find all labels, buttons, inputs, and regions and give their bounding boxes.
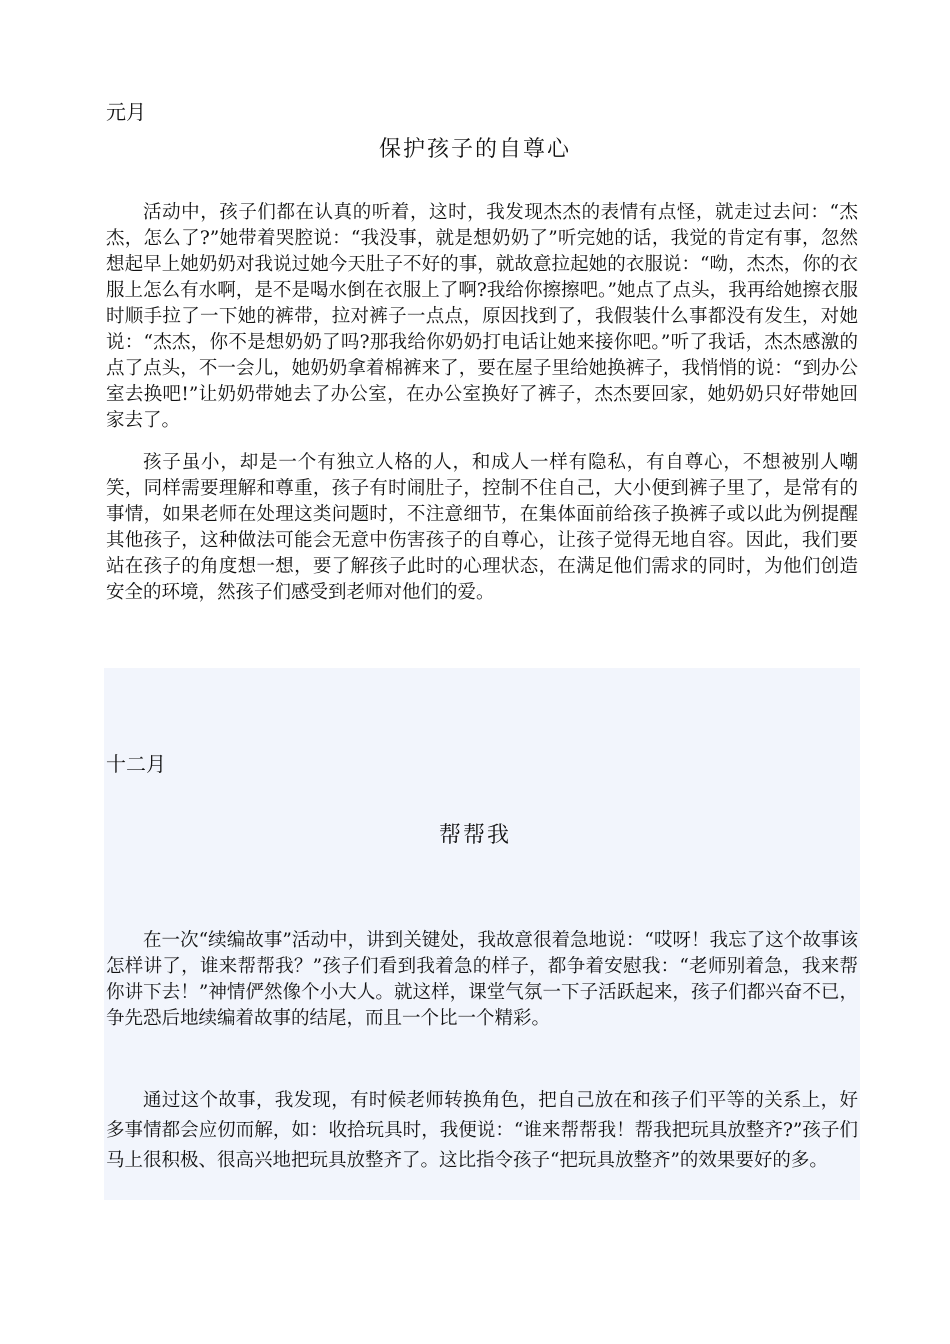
month-heading: 元月 [106,100,146,124]
body-paragraph: 活动中，孩子们都在认真的听着，这时，我发现杰杰的表情有点怪，就走过去问：“杰杰，怎么了?”她带着哭腔说：“我没事，就是想奶奶了”听完她的话，我觉的肯定有事，忽然想起早上她奶奶对我说过她今天肚子不好的事，就故意拉起她的衣服说：“呦，杰杰，你的衣服上怎么有水啊，是不是喝水倒在衣服上了啊?我给你擦擦吧。”她点了点头，我再给她擦衣服时顺手拉了一下她的裤带，拉对裤子一点点，原因找到了，我假装什么事都没有发生，对她说：“杰杰，你不是想奶奶了吗?那我给你奶奶打电话让她来接你吧。”听了我话，杰杰感激的点了点头，不一会儿，她奶奶拿着棉裤来了，要在屋子里给她换裤子，我悄悄的说：“到办公室去换吧!”让奶奶带她去了办公室，在办公室换好了裤子，杰杰要回家，她奶奶只好带她回家去了。 [106,202,858,431]
month-heading: 十二月 [106,752,166,776]
body-paragraph: 孩子虽小，却是一个有独立人格的人，和成人一样有隐私，有自尊心，不想被别人嘲笑，同样需要理解和尊重，孩子有时闹肚子，控制不住自己，大小便到裤子里了，是常有的事情，如果老师在处理这类问题时，不注意细节，在集体面前给孩子换裤子或以此为例提醒其他孩子，这种做法可能会无意中伤害孩子的自尊心，让孩子觉得无地自容。因此，我们要站在孩子的角度想一想，要了解孩子此时的心理状态，在满足他们需求的同时，为他们创造安全的环境，然孩子们感受到老师对他们的爱。 [106,452,858,603]
body-paragraph: 在一次“续编故事”活动中，讲到关键处，我故意很着急地说：“哎呀！我忘了这个故事该怎样讲了，谁来帮帮我？”孩子们看到我着急的样子，都争着安慰我：“老师别着急，我来帮你讲下去！”神情俨然像个小大人。就这样，课堂气氛一下子活跃起来，孩子们都兴奋不已，争先恐后地续编着故事的结尾，而且一个比一个精彩。 [106,930,858,1029]
article-title: 帮帮我 [438,823,511,848]
body-paragraph: 通过这个故事，我发现，有时候老师转换角色，把自己放在和孩子们平等的关系上，好多事情都会应仞而解，如：收拾玩具时，我便说：“谁来帮帮我！帮我把玩具放整齐?”孩子们马上很积极、很高兴地把玩具放整齐了。这比指令孩子“把玩具放整齐”的效果要好的多。 [106,1090,858,1171]
article-title: 保护孩子的自尊心 [378,137,571,162]
